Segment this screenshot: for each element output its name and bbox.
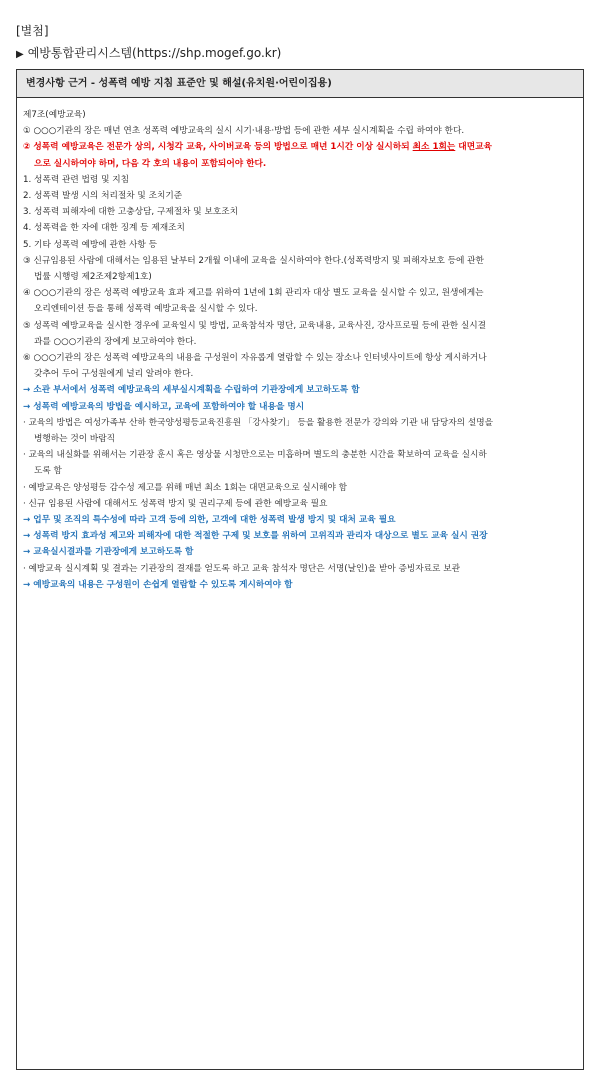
clause-4-continued: 오리엔테이션 등을 통해 성폭력 예방교육을 실시할 수 있다. bbox=[34, 304, 258, 315]
sub-point-1-continued: 병행하는 것이 바람직 bbox=[34, 434, 116, 445]
blank-area bbox=[23, 593, 577, 1057]
note-arrow-6: → 예방교육의 내용은 구성원이 손쉽게 열람할 수 있도록 게시하여야 함 bbox=[23, 579, 293, 590]
system-line bbox=[16, 44, 281, 61]
sub-point-2-continued: 도록 함 bbox=[34, 466, 62, 477]
clause-2-text: ② 성폭력 예방교육은 전문가 상의, 시청각 교육, 사이버교육 등의 방법으로 매년 1시간 이상 실시하되 bbox=[23, 142, 413, 153]
clause-6: ⑥ ○○○기관의 장은 성폭력 예방교육의 내용을 구성원이 자유롭게 열람할 수 있는 장소나 인터넷사이트에 항상 게시하거나 bbox=[23, 353, 487, 364]
clause-4: ④ ○○○기관의 장은 성폭력 예방교육 효과 제고를 위하여 1년에 1회 관리자 대상 별도 교육을 실시할 수 있고, 원생에게는 bbox=[23, 288, 484, 299]
clause-2-continued: 으로 실시하여야 하며, 다음 각 호의 내용이 포함되어야 한다. bbox=[34, 158, 267, 169]
sub-point-2: · 교육의 내실화를 위해서는 기관장 훈시 혹은 영상물 시청만으로는 미흡하며 별도의 충분한 시간을 확보하여 교육을 실시하 bbox=[23, 450, 487, 461]
box-title: 변경사항 근거 - 성폭력 예방 지침 표준안 및 해설(유치원·어린이집용) bbox=[17, 70, 583, 98]
clause-2 bbox=[23, 139, 577, 155]
clause-5-continued: 과를 ○○○기관의 장에게 보고하여야 한다. bbox=[34, 336, 197, 347]
list-item: 4. 성폭력을 한 자에 대한 징계 등 제재조치 bbox=[23, 223, 185, 234]
clause-1: ① ○○○기관의 장은 매년 연초 성폭력 예방교육의 실시 시기·내용·방법 등에 관한 세부 실시계획을 수립 하여야 한다. bbox=[23, 126, 465, 137]
note-arrow-5: → 교육실시결과를 기관장에게 보고하도록 함 bbox=[23, 547, 194, 558]
clause-3-continued: 법률 시행령 제2조제2항제1호) bbox=[34, 272, 152, 283]
sub-point-3: · 예방교육은 양성평등 감수성 제고를 위해 매년 최소 1회는 대면교육으로 실시해야 함 bbox=[23, 482, 347, 493]
note-arrow-1: → 소관 부서에서 성폭력 예방교육의 세부실시계획을 수립하여 기관장에게 보고하도록 함 bbox=[23, 385, 360, 396]
note-arrow-3: → 업무 및 조직의 특수성에 따라 고객 등에 의한, 고객에 대한 성폭력 발생 방지 및 대처 교육 필요 bbox=[23, 515, 396, 526]
list-item: 3. 성폭력 피해자에 대한 고충상담, 구제절차 및 보호조치 bbox=[23, 207, 239, 218]
clause-2-text-b: 대면교육 bbox=[455, 142, 492, 153]
box-body bbox=[17, 98, 583, 1069]
clause-6-continued: 갖추어 두어 구성원에게 널리 알려야 한다. bbox=[34, 369, 194, 380]
list-item: 1. 성폭력 관련 법령 및 지침 bbox=[23, 174, 130, 185]
clause-2-underlined: 최소 1회는 bbox=[412, 142, 456, 153]
system-suffix: ) bbox=[276, 46, 282, 60]
article-heading: 제7조(예방교육) bbox=[23, 110, 86, 120]
list-item: 2. 성폭력 발생 시의 처리절차 및 조치기준 bbox=[23, 191, 183, 202]
list-item: 5. 기타 성폭력 예방에 관한 사항 등 bbox=[23, 239, 157, 250]
note-arrow-4: → 성폭력 방지 효과성 제고와 피해자에 대한 적절한 구제 및 보호를 위하여 고위직과 관리자 대상으로 별도 교육 실시 권장 bbox=[23, 531, 488, 542]
sub-point-4: · 신규 임용된 사람에 대해서도 성폭력 방지 및 권리구제 등에 관한 예방교육 필요 bbox=[23, 498, 328, 509]
attachment-label: [별첨] bbox=[16, 24, 49, 38]
note-arrow-2: → 성폭력 예방교육의 방법을 예시하고, 교육에 포함하여야 할 내용을 명시 bbox=[23, 401, 305, 412]
system-url-link[interactable]: https://shp.mogef.go.kr bbox=[136, 46, 277, 60]
system-name: 예방통합관리시스템( bbox=[27, 46, 137, 60]
clause-5: ⑤ 성폭력 예방교육을 실시한 경우에 교육일시 및 방법, 교육참석자 명단, 교육내용, 교육사진, 강사프로필 등에 관한 실시결 bbox=[23, 320, 487, 331]
clause-3: ③ 신규임용된 사람에 대해서는 임용된 날부터 2개월 이내에 교육을 실시하여야 한다.(성폭력방지 및 피해자보호 등에 관한 bbox=[23, 255, 484, 266]
sub-point-5: · 예방교육 실시계획 및 결과는 기관장의 결재를 얻도록 하고 교육 참석자 명단은 서명(날인)을 받아 증빙자료로 보관 bbox=[23, 563, 461, 574]
sub-point-1: · 교육의 방법은 여성가족부 산하 한국양성평등교육진흥원 「강사찾기」 등을 활용한 전문가 강의와 기관 내 담당자의 설명을 bbox=[23, 417, 494, 428]
content-box bbox=[16, 69, 584, 1070]
triangle-bullet-icon: ▶ bbox=[16, 49, 24, 60]
